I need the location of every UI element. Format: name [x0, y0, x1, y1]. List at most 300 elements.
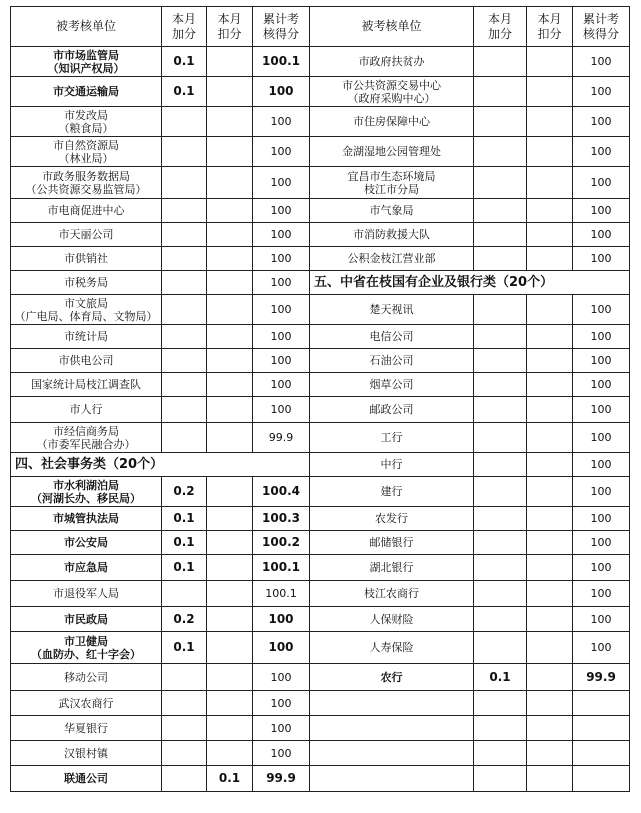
unit-name-cell	[310, 397, 474, 423]
unit-name-line: 建行	[380, 485, 403, 498]
deduct-points-cell	[527, 349, 573, 373]
table-row	[11, 325, 630, 349]
add-points-cell	[474, 581, 527, 607]
unit-name-cell	[11, 664, 162, 691]
add-points-cell	[474, 423, 527, 453]
table-body	[11, 7, 630, 792]
table-row	[11, 766, 630, 792]
unit-name-cell	[11, 766, 162, 792]
table-row	[11, 295, 630, 325]
header-unit-right: 被考核单位	[310, 7, 474, 47]
deduct-points-cell	[207, 555, 253, 581]
table-row	[11, 397, 630, 423]
cumulative-score-cell: 100	[253, 607, 310, 632]
unit-name-line: 烟草公司	[369, 378, 414, 391]
table-row	[11, 477, 630, 507]
unit-name-line: 市气象局	[369, 204, 414, 217]
unit-name-cell	[310, 47, 474, 77]
table-row	[11, 373, 630, 397]
unit-name-line: 华夏银行	[64, 721, 108, 735]
add-points-cell	[162, 716, 207, 741]
unit-name-cell	[310, 453, 474, 477]
unit-name-line: 市天丽公司	[58, 228, 114, 241]
add-points-cell	[162, 223, 207, 247]
unit-name-cell	[11, 555, 162, 581]
table-row	[11, 716, 630, 741]
unit-name-line: 人保财险	[369, 612, 414, 626]
unit-name-cell	[310, 555, 474, 581]
add-points-cell	[474, 477, 527, 507]
unit-name-line: 市交通运输局	[53, 85, 119, 98]
unit-name-cell	[11, 741, 162, 766]
unit-name-cell	[11, 397, 162, 423]
deduct-points-cell	[527, 107, 573, 137]
deduct-points-cell	[527, 477, 573, 507]
header-unit-left: 被考核单位	[11, 7, 162, 47]
unit-name-cell	[11, 199, 162, 223]
add-points-cell	[474, 295, 527, 325]
table-row	[11, 507, 630, 531]
deduct-points-cell	[207, 47, 253, 77]
cumulative-score-cell: 100	[253, 295, 310, 325]
cumulative-score-cell: 100	[573, 397, 630, 423]
add-points-cell	[162, 325, 207, 349]
header-deduct-left: 本月 扣分	[207, 7, 253, 47]
add-points-cell	[474, 373, 527, 397]
add-points-cell	[162, 741, 207, 766]
add-points-cell	[474, 632, 527, 664]
add-points-cell: 0.1	[162, 555, 207, 581]
table-row	[11, 423, 630, 453]
unit-name-cell	[310, 167, 474, 199]
cumulative-score-cell: 100	[253, 247, 310, 271]
unit-name-line: 市卫健局	[64, 634, 108, 648]
unit-name-line: （政府采购中心）	[347, 91, 436, 105]
unit-name-line: 市住房保障中心	[353, 115, 430, 128]
unit-name-cell	[11, 223, 162, 247]
deduct-points-cell	[527, 581, 573, 607]
unit-name-cell	[310, 247, 474, 271]
unit-name-line: 市政务服务数据局	[42, 169, 130, 183]
unit-name-line: 市政府扶贫办	[358, 55, 425, 68]
add-points-cell	[474, 47, 527, 77]
cumulative-score-cell: 100	[573, 247, 630, 271]
table-row	[11, 664, 630, 691]
deduct-points-cell	[527, 664, 573, 691]
cumulative-score-cell: 100	[253, 632, 310, 664]
add-points-cell: 0.1	[474, 664, 527, 691]
deduct-points-cell	[527, 199, 573, 223]
deduct-points-cell	[527, 632, 573, 664]
unit-name-line: （知识产权局）	[47, 61, 125, 75]
unit-name-cell	[11, 247, 162, 271]
unit-name-line: 市供电公司	[58, 354, 114, 367]
unit-name-line: 联通公司	[64, 772, 108, 785]
unit-name-line: 市发改局	[64, 108, 108, 122]
add-points-cell	[162, 167, 207, 199]
cumulative-score-cell: 100	[253, 664, 310, 691]
add-points-cell	[162, 247, 207, 271]
unit-name-cell	[310, 423, 474, 453]
cumulative-score-cell: 100	[573, 137, 630, 167]
unit-name-cell	[310, 199, 474, 223]
unit-name-cell	[11, 477, 162, 507]
unit-name-line: （血防办、红十字会）	[31, 647, 141, 661]
add-points-cell: 0.1	[162, 47, 207, 77]
cumulative-score-cell: 100	[573, 167, 630, 199]
unit-name-cell	[310, 295, 474, 325]
cumulative-score-cell	[573, 741, 630, 766]
unit-name-line: （公共资源交易监管局）	[25, 182, 147, 196]
add-points-cell	[162, 691, 207, 716]
table-header-row	[11, 7, 630, 47]
deduct-points-cell	[207, 107, 253, 137]
unit-name-line: 中行	[380, 458, 403, 471]
deduct-points-cell	[207, 325, 253, 349]
table-row	[11, 77, 630, 107]
unit-name-line: 市民政局	[64, 612, 108, 626]
add-points-cell	[474, 137, 527, 167]
deduct-points-cell	[527, 397, 573, 423]
deduct-points-cell	[527, 77, 573, 107]
deduct-points-cell	[527, 167, 573, 199]
unit-name-cell	[11, 325, 162, 349]
table-row	[11, 167, 630, 199]
header-add-left: 本月 加分	[162, 7, 207, 47]
cumulative-score-cell: 99.9	[253, 423, 310, 453]
add-points-cell	[474, 691, 527, 716]
cumulative-score-cell: 100	[253, 77, 310, 107]
add-points-cell: 0.2	[162, 477, 207, 507]
unit-name-cell	[310, 716, 474, 741]
unit-name-line: 枝江市分局	[364, 182, 419, 196]
unit-name-cell	[310, 632, 474, 664]
unit-name-cell	[11, 167, 162, 199]
unit-name-cell	[11, 271, 162, 295]
table-row	[11, 691, 630, 716]
unit-name-cell	[310, 477, 474, 507]
unit-name-line: （粮食局）	[58, 121, 114, 135]
cumulative-score-cell: 99.9	[573, 664, 630, 691]
assessment-score-table	[10, 6, 630, 792]
unit-name-cell	[11, 295, 162, 325]
cumulative-score-cell: 100	[253, 349, 310, 373]
deduct-points-cell	[527, 295, 573, 325]
cumulative-score-cell: 100	[253, 223, 310, 247]
unit-name-cell	[310, 664, 474, 691]
unit-name-cell	[310, 581, 474, 607]
add-points-cell: 0.1	[162, 632, 207, 664]
add-points-cell	[474, 397, 527, 423]
unit-name-cell	[11, 47, 162, 77]
header-deduct-right: 本月 扣分	[527, 7, 573, 47]
deduct-points-cell	[207, 716, 253, 741]
add-points-cell	[162, 295, 207, 325]
unit-name-line: 市城管执法局	[53, 512, 119, 525]
unit-name-line: 工行	[380, 431, 403, 444]
table-row	[11, 555, 630, 581]
deduct-points-cell	[207, 349, 253, 373]
cumulative-score-cell: 100	[253, 716, 310, 741]
unit-name-line: 市应急局	[64, 561, 108, 574]
section-heading: 五、中省在枝国有企业及银行类（20个）	[310, 271, 630, 295]
cumulative-score-cell: 100	[253, 397, 310, 423]
add-points-cell	[162, 664, 207, 691]
cumulative-score-cell: 100	[253, 741, 310, 766]
deduct-points-cell	[207, 477, 253, 507]
deduct-points-cell	[527, 607, 573, 632]
table-row	[11, 137, 630, 167]
unit-name-cell	[11, 531, 162, 555]
cumulative-score-cell: 100	[573, 373, 630, 397]
unit-name-line: 市经信商务局	[53, 424, 119, 438]
deduct-points-cell	[207, 137, 253, 167]
cumulative-score-cell: 100	[573, 531, 630, 555]
unit-name-line: （河湖长办、移民局）	[31, 491, 141, 505]
cumulative-score-cell: 100	[573, 77, 630, 107]
add-points-cell: 0.1	[162, 77, 207, 107]
cumulative-score-cell: 100	[573, 632, 630, 664]
add-points-cell	[162, 766, 207, 792]
cumulative-score-cell: 100.1	[253, 47, 310, 77]
add-points-cell	[474, 766, 527, 792]
cumulative-score-cell: 100	[573, 423, 630, 453]
deduct-points-cell	[527, 691, 573, 716]
add-points-cell	[474, 607, 527, 632]
deduct-points-cell	[207, 531, 253, 555]
cumulative-score-cell: 100	[573, 581, 630, 607]
unit-name-line: （广电局、体育局、文物局）	[14, 309, 158, 323]
cumulative-score-cell: 100	[253, 167, 310, 199]
unit-name-line: 市统计局	[64, 330, 108, 343]
unit-name-cell	[310, 325, 474, 349]
cumulative-score-cell: 100	[573, 199, 630, 223]
unit-name-line: 市市场监管局	[53, 48, 119, 62]
unit-name-line: 湖北银行	[369, 561, 414, 574]
table-row	[11, 581, 630, 607]
cumulative-score-cell: 99.9	[253, 766, 310, 792]
unit-name-cell	[310, 223, 474, 247]
add-points-cell	[162, 349, 207, 373]
add-points-cell	[474, 325, 527, 349]
unit-name-cell	[11, 632, 162, 664]
deduct-points-cell	[207, 247, 253, 271]
cumulative-score-cell: 100.1	[253, 581, 310, 607]
unit-name-cell	[310, 607, 474, 632]
unit-name-line: 金湖湿地公园管理处	[342, 145, 441, 158]
deduct-points-cell	[207, 223, 253, 247]
add-points-cell	[162, 581, 207, 607]
deduct-points-cell	[527, 423, 573, 453]
cumulative-score-cell: 100	[573, 47, 630, 77]
unit-name-line: 人寿保险	[369, 641, 414, 654]
cumulative-score-cell: 100	[573, 477, 630, 507]
unit-name-line: 市文旅局	[64, 296, 108, 310]
cumulative-score-cell	[573, 716, 630, 741]
deduct-points-cell	[207, 271, 253, 295]
add-points-cell	[474, 349, 527, 373]
unit-name-line: （林业局）	[58, 151, 114, 165]
deduct-points-cell	[207, 397, 253, 423]
unit-name-cell	[11, 581, 162, 607]
cumulative-score-cell: 100.1	[253, 555, 310, 581]
add-points-cell	[474, 107, 527, 137]
unit-name-line: 国家统计局枝江调查队	[31, 378, 141, 391]
add-points-cell	[474, 77, 527, 107]
header-add-right: 本月 加分	[474, 7, 527, 47]
unit-name-line: （市委军民融合办）	[36, 437, 136, 451]
unit-name-cell	[11, 373, 162, 397]
unit-name-cell	[11, 607, 162, 632]
unit-name-line: 市电商促进中心	[47, 204, 125, 217]
add-points-cell	[474, 223, 527, 247]
add-points-cell: 0.1	[162, 531, 207, 555]
table-row	[11, 107, 630, 137]
unit-name-cell	[11, 691, 162, 716]
unit-name-line: 公积金枝江营业部	[347, 252, 436, 265]
table-row	[11, 247, 630, 271]
unit-name-line: 农发行	[375, 512, 408, 525]
unit-name-line: 市消防救援大队	[353, 228, 430, 241]
cumulative-score-cell: 100	[253, 107, 310, 137]
deduct-points-cell	[527, 766, 573, 792]
unit-name-line: 市水利湖泊局	[53, 478, 119, 492]
deduct-points-cell	[207, 664, 253, 691]
unit-name-line: 宜昌市生态环境局	[347, 169, 436, 183]
add-points-cell	[474, 741, 527, 766]
unit-name-line: 市公共资源交易中心	[342, 78, 441, 92]
deduct-points-cell	[207, 373, 253, 397]
unit-name-line: 移动公司	[64, 670, 108, 684]
add-points-cell	[162, 397, 207, 423]
table-row	[11, 531, 630, 555]
add-points-cell	[162, 271, 207, 295]
cumulative-score-cell: 100	[573, 107, 630, 137]
unit-name-line: 石油公司	[369, 354, 414, 367]
cumulative-score-cell: 100	[253, 199, 310, 223]
unit-name-cell	[310, 741, 474, 766]
unit-name-cell	[310, 137, 474, 167]
unit-name-cell	[310, 531, 474, 555]
table-row	[11, 199, 630, 223]
add-points-cell	[162, 137, 207, 167]
unit-name-line: 市公安局	[64, 536, 108, 549]
deduct-points-cell	[527, 47, 573, 77]
add-points-cell	[474, 199, 527, 223]
deduct-points-cell	[207, 691, 253, 716]
cumulative-score-cell: 100	[573, 223, 630, 247]
table-row	[11, 349, 630, 373]
deduct-points-cell	[207, 632, 253, 664]
cumulative-score-cell: 100	[253, 325, 310, 349]
table-row	[11, 607, 630, 632]
unit-name-cell	[310, 77, 474, 107]
cumulative-score-cell: 100	[253, 137, 310, 167]
cumulative-score-cell: 100	[253, 691, 310, 716]
header-score-right: 累计考 核得分	[573, 7, 630, 47]
deduct-points-cell	[527, 325, 573, 349]
table-row	[11, 271, 630, 295]
unit-name-cell	[11, 507, 162, 531]
add-points-cell: 0.2	[162, 607, 207, 632]
unit-name-line: 市税务局	[64, 276, 108, 289]
unit-name-line: 农行	[380, 670, 403, 684]
unit-name-line: 市退役军人局	[53, 587, 119, 600]
cumulative-score-cell	[573, 766, 630, 792]
unit-name-line: 市自然资源局	[53, 138, 119, 152]
unit-name-line: 楚天视讯	[369, 303, 414, 316]
cumulative-score-cell: 100	[573, 607, 630, 632]
add-points-cell	[474, 507, 527, 531]
add-points-cell	[474, 716, 527, 741]
cumulative-score-cell: 100	[573, 295, 630, 325]
deduct-points-cell	[527, 741, 573, 766]
add-points-cell	[162, 107, 207, 137]
deduct-points-cell	[207, 199, 253, 223]
deduct-points-cell: 0.1	[207, 766, 253, 792]
cumulative-score-cell: 100.3	[253, 507, 310, 531]
unit-name-line: 枝江农商行	[364, 587, 419, 600]
deduct-points-cell	[207, 295, 253, 325]
unit-name-line: 汉银村镇	[64, 746, 108, 760]
add-points-cell	[162, 373, 207, 397]
deduct-points-cell	[207, 167, 253, 199]
unit-name-line: 市人行	[69, 403, 103, 416]
add-points-cell	[162, 199, 207, 223]
unit-name-cell	[11, 349, 162, 373]
deduct-points-cell	[527, 373, 573, 397]
cumulative-score-cell: 100	[573, 507, 630, 531]
deduct-points-cell	[207, 607, 253, 632]
deduct-points-cell	[527, 137, 573, 167]
add-points-cell	[474, 531, 527, 555]
table-row	[11, 741, 630, 766]
add-points-cell	[474, 453, 527, 477]
unit-name-cell	[11, 137, 162, 167]
add-points-cell: 0.1	[162, 507, 207, 531]
deduct-points-cell	[207, 77, 253, 107]
cumulative-score-cell: 100.2	[253, 531, 310, 555]
table-row	[11, 47, 630, 77]
unit-name-line: 市供销社	[64, 252, 108, 265]
unit-name-line: 邮储银行	[369, 536, 414, 549]
unit-name-line: 邮政公司	[369, 403, 414, 416]
cumulative-score-cell: 100.4	[253, 477, 310, 507]
deduct-points-cell	[207, 507, 253, 531]
deduct-points-cell	[527, 223, 573, 247]
add-points-cell	[474, 167, 527, 199]
unit-name-cell	[11, 107, 162, 137]
cumulative-score-cell	[573, 691, 630, 716]
deduct-points-cell	[527, 507, 573, 531]
cumulative-score-cell: 100	[253, 373, 310, 397]
unit-name-cell	[310, 373, 474, 397]
unit-name-cell	[310, 349, 474, 373]
add-points-cell	[474, 247, 527, 271]
cumulative-score-cell: 100	[573, 349, 630, 373]
table-row	[11, 453, 630, 477]
deduct-points-cell	[527, 716, 573, 741]
deduct-points-cell	[207, 423, 253, 453]
unit-name-cell	[310, 766, 474, 792]
unit-name-cell	[11, 77, 162, 107]
cumulative-score-cell: 100	[573, 453, 630, 477]
deduct-points-cell	[527, 531, 573, 555]
table-row	[11, 632, 630, 664]
cumulative-score-cell: 100	[573, 325, 630, 349]
unit-name-line: 电信公司	[369, 330, 414, 343]
table-row	[11, 223, 630, 247]
